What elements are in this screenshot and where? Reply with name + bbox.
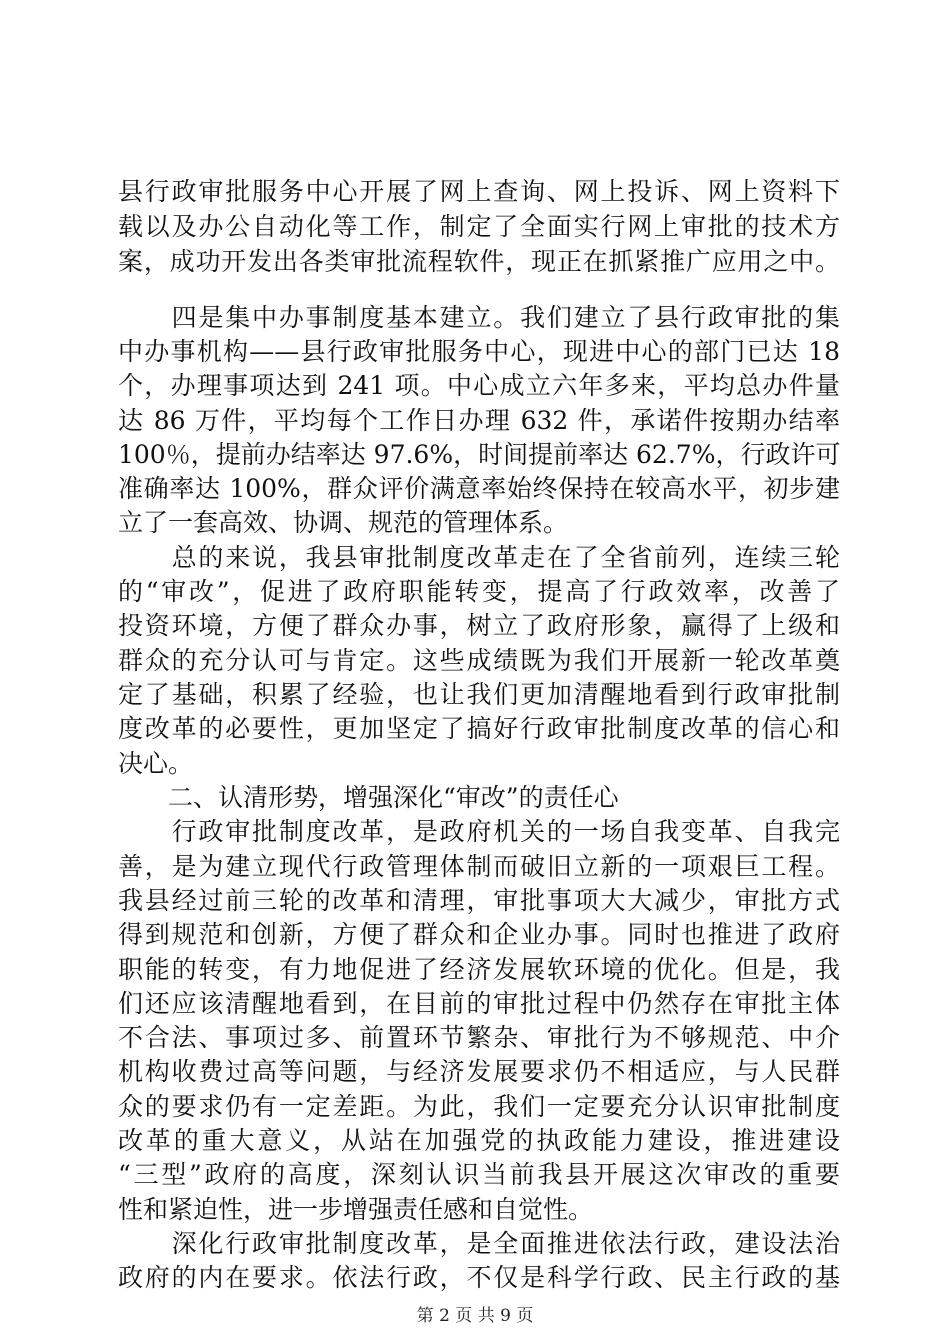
- text-line: 机构收费过高等问题，与经济发展要求仍不相适应，与人民群: [118, 1057, 840, 1086]
- text-line: 载以及办公自动化等工作，制定了全面实行网上审批的技术方: [118, 212, 840, 241]
- text-line: 善，是为建立现代行政管理体制而破旧立新的一项艰巨工程。: [118, 852, 840, 881]
- text-line: 县行政审批服务中心开展了网上查询、网上投诉、网上资料下: [118, 177, 840, 206]
- text-line: 案，成功开发出各类审批流程软件，现正在抓紧推广应用之中。: [118, 247, 840, 276]
- text-line: 不合法、事项过多、前置环节繁杂、审批行为不够规范、中介: [118, 1023, 840, 1052]
- text-line: 政府的内在要求。依法行政，不仅是科学行政、民主行政的基: [118, 1263, 840, 1292]
- text-line: 立了一套高效、协调、规范的管理体系。: [118, 508, 569, 537]
- text-line: 达 86 万件，平均每个工作日办理 632 件，承诺件按期办结率: [118, 406, 840, 435]
- text-line: 中办事机构——县行政审批服务中心，现进中心的部门已达 18: [118, 337, 840, 366]
- section-heading: 二、认清形势，增强深化“审改”的责任心: [118, 783, 619, 812]
- text-line: 的“审改”，促进了政府职能转变，提高了行政效率，改善了: [118, 577, 840, 606]
- text-line: 准确率达 100%，群众评价满意率始终保持在较高水平，初步建: [118, 474, 840, 503]
- text-line: 深化行政审批制度改革，是全面推进依法行政，建设法治: [118, 1229, 840, 1258]
- text-line: 四是集中办事制度基本建立。我们建立了县行政审批的集: [118, 303, 840, 332]
- text-line: 投资环境，方便了群众办事，树立了政府形象，赢得了上级和: [118, 611, 840, 640]
- text-line: 行政审批制度改革，是政府机关的一场自我变革、自我完: [118, 817, 840, 846]
- text-line: 得到规范和创新，方便了群众和企业办事。同时也推进了政府: [118, 920, 840, 949]
- text-line: 总的来说，我县审批制度改革走在了全省前列，连续三轮: [118, 543, 840, 572]
- text-line: 性和紧迫性，进一步增强责任感和自觉性。: [118, 1195, 594, 1224]
- text-line: 决心。: [118, 749, 194, 778]
- text-line: 众的要求仍有一定差距。为此，我们一定要充分认识审批制度: [118, 1092, 840, 1121]
- text-line: 职能的转变，有力地促进了经济发展软环境的优化。但是，我: [118, 955, 840, 984]
- text-line: 改革的重大意义，从站在加强党的执政能力建设，推进建设: [118, 1126, 840, 1155]
- text-line: 们还应该清醒地看到，在目前的审批过程中仍然存在审批主体: [118, 989, 840, 1018]
- text-line: 定了基础，积累了经验，也让我们更加清醒地看到行政审批制: [118, 680, 840, 709]
- text-line: 我县经过前三轮的改革和清理，审批事项大大减少，审批方式: [118, 886, 840, 915]
- text-line: 群众的充分认可与肯定。这些成绩既为我们开展新一轮改革奠: [118, 646, 840, 675]
- text-line: 个，办理事项达到 241 项。中心成立六年多来，平均总办件量: [118, 371, 840, 400]
- page-number-footer: 第 2 页 共 9 页: [416, 1306, 534, 1326]
- text-line: “三型”政府的高度，深刻认识当前我县开展这次审改的重要: [118, 1160, 840, 1189]
- text-line: 度改革的必要性，更加坚定了搞好行政审批制度改革的信心和: [118, 714, 840, 743]
- text-line: 100％，提前办结率达 97.6%，时间提前率达 62.7%，行政许可: [118, 440, 841, 469]
